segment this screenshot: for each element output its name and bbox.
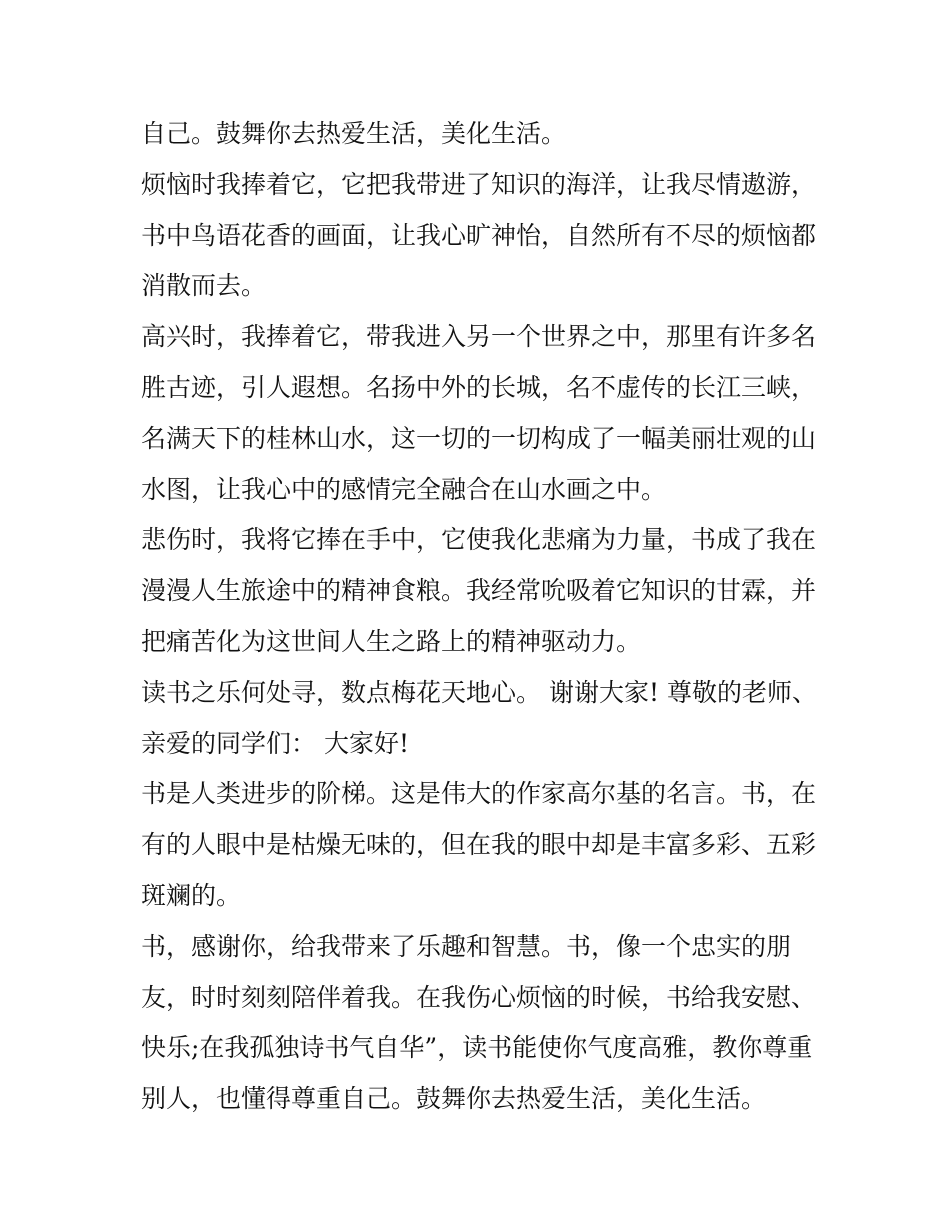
text-line: 读书之乐何处寻，数点梅花天地心。 谢谢大家! 尊敬的老师、 [141, 677, 817, 707]
text-line: 把痛苦化为这世间人生之路上的精神驱动力。 [141, 626, 642, 656]
text-line: 名满天下的桂林山水，这一切的一切构成了一幅美丽壮观的山 [141, 423, 817, 453]
body-text [141, 109, 821, 1125]
text-line: 悲伤时，我将它捧在手中，它使我化悲痛为力量，书成了我在 [141, 525, 817, 555]
text-line: 高兴时，我捧着它，带我进入另一个世界之中，那里有许多名 [141, 322, 817, 352]
text-line: 书，感谢你，给我带来了乐趣和智慧。书，像一个忠实的朋 [141, 931, 792, 961]
text-line: 有的人眼中是枯燥无味的，但在我的眼中却是丰富多彩、五彩 [141, 830, 817, 860]
text-line: 漫漫人生旅途中的精神食粮。我经常吮吸着它知识的甘霖，并 [141, 576, 817, 606]
text-line: 友，时时刻刻陪伴着我。在我伤心烦恼的时候，书给我安慰、 [141, 982, 817, 1012]
text-line: 胜古迹，引人遐想。名扬中外的长城，名不虚传的长江三峡， [141, 372, 817, 402]
paragraph-4 [141, 515, 821, 667]
text-line: 书是人类进步的阶梯。这是伟大的作家高尔基的名言。书，在 [141, 779, 817, 809]
text-line: 消散而去。 [141, 271, 267, 301]
text-line: 别人，也懂得尊重自己。鼓舞你去热爱生活，美化生活。 [141, 1084, 767, 1114]
text-line: 书中鸟语花香的画面，让我心旷神怡，自然所有不尽的烦恼都 [141, 220, 817, 250]
paragraph-7 [141, 922, 821, 1125]
text-line: 斑斓的。 [141, 880, 242, 910]
text-line: 水图，让我心中的感情完全融合在山水画之中。 [141, 474, 667, 504]
paragraph-1 [141, 109, 821, 160]
text-line: 亲爱的同学们： 大家好! [141, 728, 409, 758]
paragraph-6 [141, 769, 821, 921]
paragraph-3 [141, 312, 821, 515]
text-line: 烦恼时我捧着它，它把我带进了知识的海洋，让我尽情遨游， [141, 169, 817, 199]
text-line: 快乐;在我孤独诗书气自华”，读书能使你气度高雅，教你尊重 [141, 1033, 813, 1063]
paragraph-2 [141, 160, 821, 312]
paragraph-5 [141, 668, 821, 770]
text-line: 自己。鼓舞你去热爱生活，美化生活。 [141, 119, 567, 148]
